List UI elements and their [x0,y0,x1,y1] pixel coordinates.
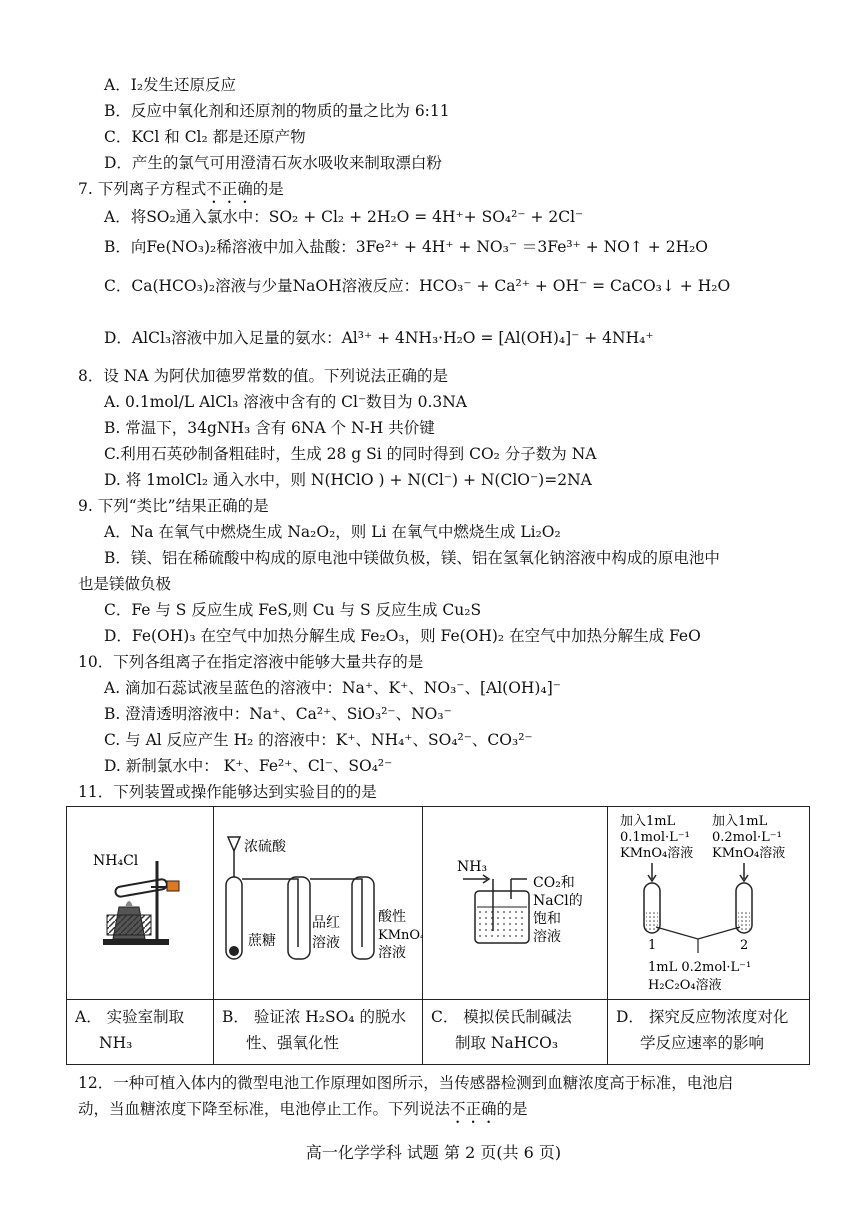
fig-b-cell [214,807,423,1000]
caption-a: A． 实验室制取 NH₃ [67,1000,214,1065]
fig-d-label-t2a: 加入1mL [712,814,768,829]
fig-b-label-kmno4-2: KMnO₄ [378,928,422,943]
q9-option-b-line1: B．镁、铝在稀硫酸中构成的原电池中镁做负极，镁、铝在氢氧化钠溶液中构成的原电池中 [104,549,720,567]
fig-c-label-4: 溶液 [533,929,561,945]
fig-d-label-n2: 2 [740,938,749,953]
fig-d-label-t2c: KMnO₄溶液 [712,846,786,861]
q8-option-b: B. 常温下，34gNH₃ 含有 6NA 个 N-H 共价键 [104,419,435,437]
fig-d-label-t1b: 0.1mol·L⁻¹ [620,830,690,845]
fig-a-apparatus [67,807,213,999]
fig-b-apparatus [214,807,422,999]
fig-c-cell [423,807,608,1000]
q8-option-d: D. 将 1molCl₂ 通入水中，则 N(HClO ) + N(Cl⁻) + N(ClO⁻)=2NA [104,471,592,489]
q10-option-b: B. 澄清透明溶液中：Na⁺、Ca²⁺、SiO₃²⁻、NO₃⁻ [104,705,452,723]
q6-option-a: A．I₂发生还原反应 [104,76,237,94]
fig-d-label-b2: H₂C₂O₄溶液 [648,978,722,993]
fig-b-label-magenta1: 品红 [312,915,340,931]
fig-c-label-1: CO₂和 [533,875,575,891]
fig-d-cell [608,807,810,1000]
caption-b: B． 验证浓 H₂SO₄ 的脱水 性、强氧化性 [214,1000,423,1065]
q12-stem-line1: 12．一种可植入体内的微型电池工作原理如图所示，当传感器检测到血糖浓度高于标准，电池启 [78,1074,734,1092]
fig-c-apparatus [423,807,607,999]
fig-c-label-2: NaCl的 [533,893,583,909]
q10-option-d: D. 新制氯水中： K⁺、Fe²⁺、Cl⁻、SO₄²⁻ [104,757,393,775]
fig-d-label-t1c: KMnO₄溶液 [620,846,694,861]
q9-option-c: C．Fe 与 S 反应生成 FeS,则 Cu 与 S 反应生成 Cu₂S [104,601,482,619]
q8-option-a: A. 0.1mol/L AlCl₃ 溶液中含有的 Cl⁻数目为 0.3NA [104,393,467,411]
q10-stem: 10．下列各组离子在指定溶液中能够大量共存的是 [78,653,424,671]
q11-stem: 11．下列装置或操作能够达到实验目的的是 [78,783,377,801]
fig-a-label: NH₄Cl [93,853,139,869]
fig-b-label-sugar: 蔗糖 [248,933,276,949]
q9-option-d: D．Fe(OH)₃ 在空气中加热分解生成 Fe₂O₃，则 Fe(OH)₂ 在空气中加热分解生成 FeO [104,627,701,645]
fig-b-label-kmno4-1: 酸性 [378,909,406,925]
q12-stem-line2: 动，当血糖浓度下降至标准，电池停止工作。下列说法不正确的是 [78,1100,528,1118]
fig-c-label-nh3: NH₃ [457,859,488,875]
q7-option-d: D．AlCl₃溶液中加入足量的氨水：Al³⁺ + 4NH₃·H₂O = [Al(OH)₄]⁻ + 4NH₄⁺ [104,329,654,347]
fig-b-label-kmno4-3: 溶液 [378,945,406,961]
apparatus-table [66,806,810,1065]
q8-option-c: C.利用石英砂制备粗硅时，生成 28 g Si 的同时得到 CO₂ 分子数为 NA [104,445,597,463]
q9-stem: 9. 下列“类比”结果正确的是 [78,497,269,515]
fig-b-label-magenta2: 溶液 [312,935,340,951]
caption-c: C． 模拟侯氏制碱法 制取 NaHCO₃ [423,1000,608,1065]
fig-c-label-3: 饱和 [533,911,561,927]
q6-option-b: B．反应中氧化剂和还原剂的物质的量之比为 6:11 [104,102,450,120]
page-footer: 高一化学学科 试题 第 2 页(共 6 页) [305,1143,562,1162]
q7-option-c: C．Ca(HCO₃)₂溶液与少量NaOH溶液反应：HCO₃⁻ + Ca²⁺ + OH⁻ = CaCO₃↓ + H₂O [104,277,731,295]
fig-d-label-n1: 1 [648,938,657,953]
fig-a-cell [67,807,214,1000]
fig-b-label-acid: 浓硫酸 [244,839,286,855]
q7-stem: 7. 下列离子方程式不正确的是 [78,180,284,198]
q7-option-a: A．将SO₂通入氯水中：SO₂ + Cl₂ + 2H₂O = 4H⁺+ SO₄²⁻ + 2Cl⁻ [104,208,584,226]
q6-option-c: C．KCl 和 Cl₂ 都是还原产物 [104,128,306,146]
q10-option-c: C. 与 Al 反应产生 H₂ 的溶液中：K⁺、NH₄⁺、SO₄²⁻、CO₃²⁻ [104,731,533,749]
caption-d: D． 探究反应物浓度对化 学反应速率的影响 [608,1000,810,1065]
fig-d-apparatus [608,807,809,999]
q6-option-d: D．产生的氯气可用澄清石灰水吸收来制取漂白粉 [104,154,442,172]
q9-option-a: A．Na 在氧气中燃烧生成 Na₂O₂，则 Li 在氧气中燃烧生成 Li₂O₂ [104,523,561,541]
q7-option-b: B．向Fe(NO₃)₂稀溶液中加入盐酸：3Fe²⁺ + 4H⁺ + NO₃⁻ ＝3Fe³⁺ + NO↑ + 2H₂O [104,238,709,256]
q9-option-b-line2: 也是镁做负极 [78,575,172,593]
q10-option-a: A. 滴加石蕊试液呈蓝色的溶液中：Na⁺、K⁺、NO₃⁻、[Al(OH)₄]⁻ [104,679,561,697]
fig-d-label-b1: 1mL 0.2mol·L⁻¹ [648,960,752,975]
q8-stem: 8．设 NA 为阿伏加德罗常数的值。下列说法正确的是 [78,367,448,385]
fig-d-label-t2b: 0.2mol·L⁻¹ [712,830,782,845]
fig-d-label-t1a: 加入1mL [620,814,676,829]
